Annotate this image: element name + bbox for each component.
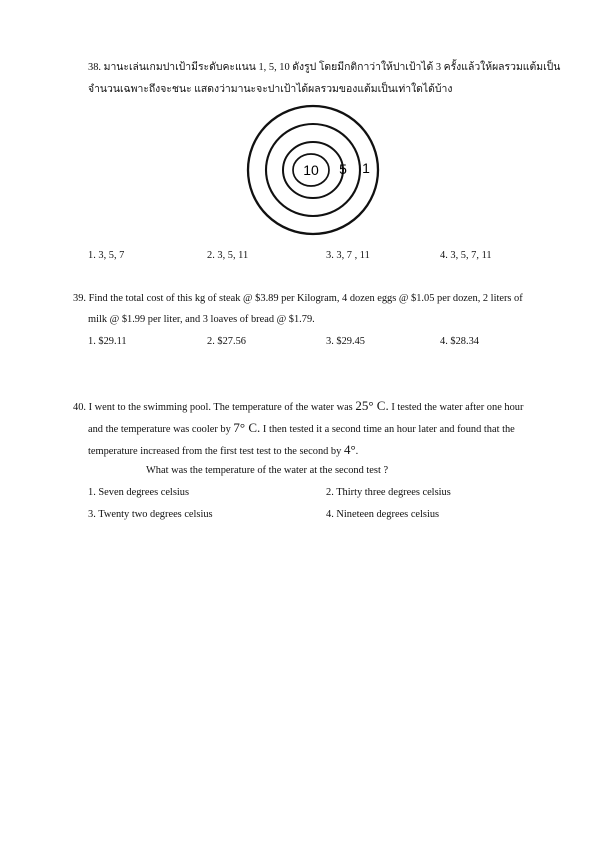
dartboard-target [245, 103, 385, 237]
q40-line2 [88, 417, 515, 440]
q40-question: What was the temperature of the water at the second test ? [146, 465, 389, 476]
q39-option-2[interactable]: 2. $27.56 [207, 336, 246, 347]
q38-option-4[interactable]: 4. 3, 5, 7, 11 [440, 250, 492, 261]
q38-option-1[interactable]: 1. 3, 5, 7 [88, 250, 125, 261]
q38-option-3[interactable]: 3. 3, 7 , 11 [326, 250, 370, 261]
q40-line2-text-a: and the temperature was cooler by [88, 424, 231, 435]
q40-line1-text-b: I tested the water after one hour [391, 402, 524, 413]
q38-line1 [88, 57, 560, 78]
q40-line1 [73, 395, 523, 418]
q40-line2-text-b: I then tested it a second time an hour later and found that the [262, 424, 515, 435]
q40-temp-7: 7° C. [233, 420, 261, 435]
score-label-1: 1 [362, 160, 370, 176]
score-label-5: 5 [339, 161, 347, 177]
q40-temp-25: 25° C. [355, 398, 389, 413]
q40-temp-4: 4° [343, 442, 356, 457]
q40-line1-text-a: I went to the swimming pool. The temperature of the water was [88, 402, 353, 413]
q39-number: 39. [73, 293, 86, 304]
q39-option-4[interactable]: 4. $28.34 [440, 336, 479, 347]
q40-option-4[interactable]: 4. Nineteen degrees celsius [326, 509, 440, 520]
q40-line3 [88, 439, 358, 462]
q39-option-3[interactable]: 3. $29.45 [326, 336, 365, 347]
q38-number: 38. [88, 62, 101, 73]
q39-option-1[interactable]: 1. $29.11 [88, 336, 127, 347]
q39-line1 [73, 288, 523, 309]
q39-text-line2: milk @ $1.99 per liter, and 3 loaves of bread @ $1.79. [88, 314, 315, 325]
score-label-10: 10 [303, 162, 319, 178]
q39-text-line1: Find the total cost of this kg of steak @ $3.89 per Kilogram, 4 dozen eggs @ $1.05 per dozen, 2 liters of [88, 293, 523, 304]
q40-number: 40. [73, 402, 86, 413]
q38-text-line2: จำนวนเฉพาะถึงจะชนะ แสดงว่ามานะจะปาเป้าได้ผลรวมของแต้มเป็นเท่าใดได้บ้าง [88, 84, 453, 95]
q38-text-line1: มานะเล่นเกมปาเป้ามีระดับคะแนน 1, 5, 10 ดังรูป โดยมีกติกาว่าให้ปาเป้าได้ 3 ครั้งแล้วให้ผลรวมแต้มเป็น [103, 62, 561, 73]
q40-option-2[interactable]: 2. Thirty three degrees celsius [326, 487, 451, 498]
q40-option-3[interactable]: 3. Twenty two degrees celsius [88, 509, 213, 520]
q40-line3-text-a: temperature increased from the first test test to the second by [88, 446, 342, 457]
q40-line3-text-b: . [355, 446, 359, 457]
q40-option-1[interactable]: 1. Seven degrees celsius [88, 487, 189, 498]
q38-option-2[interactable]: 2. 3, 5, 11 [207, 250, 249, 261]
